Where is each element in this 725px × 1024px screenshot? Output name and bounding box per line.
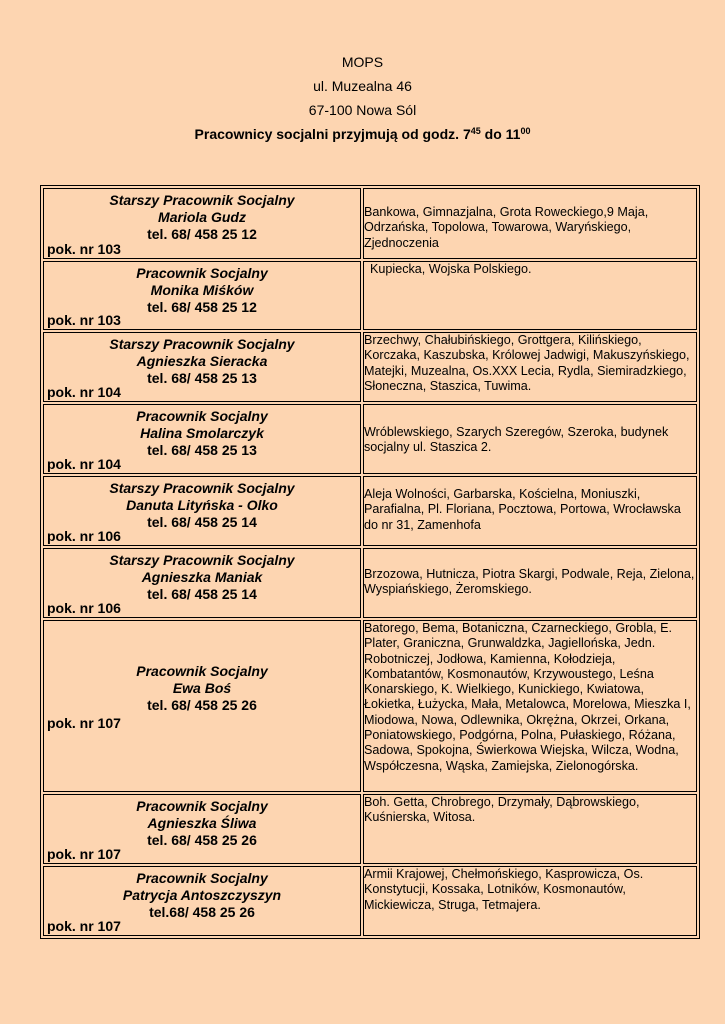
worker-cell (43, 548, 361, 618)
worker-phone: tel. 68/ 458 25 26 (147, 697, 257, 713)
org-city: 67-100 Nowa Sól (308, 102, 417, 118)
table-row (43, 188, 697, 259)
streets-cell: Wróblewskiego, Szarych Szeregów, Szeroka, budynek socjalny ul. Staszica 2. (363, 404, 697, 474)
worker-position: Starszy Pracownik Socjalny (109, 552, 295, 568)
worker-cell (43, 188, 361, 259)
worker-phone: tel. 68/ 458 25 12 (147, 299, 257, 315)
table-row (43, 794, 697, 864)
worker-room: pok. nr 103 (47, 312, 121, 328)
worker-position: Pracownik Socjalny (136, 663, 268, 679)
worker-cell (43, 476, 361, 546)
worker-room: pok. nr 107 (47, 918, 121, 934)
worker-phone: tel. 68/ 458 25 13 (147, 442, 257, 458)
streets-cell: Boh. Getta, Chrobrego, Drzymały, Dąbrowskiego, Kuśnierska, Witosa. (363, 794, 697, 864)
table-row (43, 866, 697, 936)
worker-phone: tel. 68/ 458 25 14 (147, 586, 257, 602)
worker-room: pok. nr 106 (47, 600, 121, 616)
worker-cell (43, 866, 361, 936)
worker-name: Danuta Lityńska - Olko (126, 497, 278, 513)
worker-position: Pracownik Socjalny (136, 265, 268, 281)
worker-room: pok. nr 107 (47, 846, 121, 862)
worker-cell (43, 261, 361, 330)
worker-phone: tel. 68/ 458 25 12 (147, 226, 257, 242)
worker-name: Monika Miśków (150, 282, 254, 298)
hours-prefix: Pracownicy socjalni przyjmują od godz. 7 (194, 126, 471, 142)
document-header (0, 50, 725, 146)
streets-cell: Bankowa, Gimnazjalna, Grota Roweckiego,9 Maja, Odrzańska, Topolowa, Towarowa, Waryńskiego, Zjednoczenia (363, 188, 697, 259)
table-row (43, 261, 697, 330)
worker-name: Agnieszka Sieracka (136, 353, 268, 369)
worker-position: Pracownik Socjalny (136, 408, 268, 424)
streets-cell: Brzozowa, Hutnicza, Piotra Skargi, Podwale, Reja, Zielona, Wyspiańskiego, Żeromskiego. (363, 548, 697, 618)
worker-cell (43, 404, 361, 474)
streets-cell: Aleja Wolności, Garbarska, Kościelna, Moniuszki, Parafialna, Pl. Floriana, Pocztowa, Portowa, Wrocławska do nr 31, Zamenhofa (363, 476, 697, 546)
streets-cell: Kupiecka, Wojska Polskiego. (363, 261, 697, 330)
worker-name: Agnieszka Śliwa (147, 815, 257, 831)
worker-name: Halina Smolarczyk (140, 425, 264, 441)
worker-room: pok. nr 106 (47, 528, 121, 544)
table-row (43, 476, 697, 546)
worker-name: Patrycja Antoszczyszyn (122, 887, 282, 903)
worker-phone: tel. 68/ 458 25 26 (147, 832, 257, 848)
worker-room: pok. nr 107 (47, 715, 121, 731)
worker-room: pok. nr 104 (47, 384, 121, 400)
hours-end-minutes: 00 (520, 126, 531, 136)
worker-phone: tel.68/ 458 25 26 (149, 904, 255, 920)
worker-phone: tel. 68/ 458 25 14 (147, 514, 257, 530)
worker-phone: tel. 68/ 458 25 13 (147, 370, 257, 386)
worker-position: Pracownik Socjalny (136, 798, 268, 814)
table-row (43, 548, 697, 618)
org-name: MOPS (341, 54, 384, 70)
worker-name: Agnieszka Maniak (141, 569, 263, 585)
worker-name: Mariola Gudz (158, 209, 246, 225)
hours-start-minutes: 45 (470, 126, 481, 136)
table-row (43, 620, 697, 792)
worker-room: pok. nr 104 (47, 456, 121, 472)
worker-name: Ewa Boś (172, 680, 232, 696)
worker-cell (43, 332, 361, 402)
streets-cell: Batorego, Bema, Botaniczna, Czarneckiego, Grobla, E. Plater, Graniczna, Grunwaldzka, Jagiellońska, Jedn. Robotniczej, Jodłowa, Kamienna, Kołodzieja, Kombatantów, Kosmonautów, Krzywoustego, Leśna Konarskiego, K. Wielkiego, Kunickiego, Kwiatowa, Łokietka, Łużycka, Mała, Metalowca, Morelowa, Mieszka I, Miodowa, Nowa, Odlewnika, Okrężna, Okrzei, Orkana, Poniatowskiego, Podgórna, Polna, Pułaskiego, Różana, Sadowa, Spokojna, Świerkowa Wiejska, Wilcza, Wodna, Współczesna, Wąska, Zamiejska, Zielonogórska. (363, 620, 697, 792)
worker-position: Starszy Pracownik Socjalny (109, 480, 295, 496)
office-hours (0, 122, 725, 146)
worker-position: Starszy Pracownik Socjalny (109, 192, 295, 208)
streets-cell: Brzechwy, Chałubińskiego, Grottgera, Kilińskiego, Korczaka, Kaszubska, Królowej Jadwigi, Makuszyńskiego, Matejki, Muzealna, Os.XXX Lecia, Rydla, Siemiradzkiego, Słoneczna, Staszica, Tuwima. (363, 332, 697, 402)
org-street: ul. Muzealna 46 (313, 78, 412, 94)
hours-mid: do 11 (480, 126, 521, 142)
worker-room: pok. nr 103 (47, 241, 121, 257)
worker-position: Pracownik Socjalny (136, 870, 268, 886)
streets-cell: Armii Krajowej, Chełmońskiego, Kasprowicza, Os. Konstytucji, Kossaka, Lotników, Kosmonautów, Mickiewicza, Struga, Tetmajera. (363, 866, 697, 936)
worker-cell (43, 794, 361, 864)
table-row (43, 404, 697, 474)
worker-cell (43, 620, 361, 792)
worker-position: Starszy Pracownik Socjalny (109, 336, 295, 352)
table-row (43, 332, 697, 402)
social-workers-table (40, 185, 700, 939)
